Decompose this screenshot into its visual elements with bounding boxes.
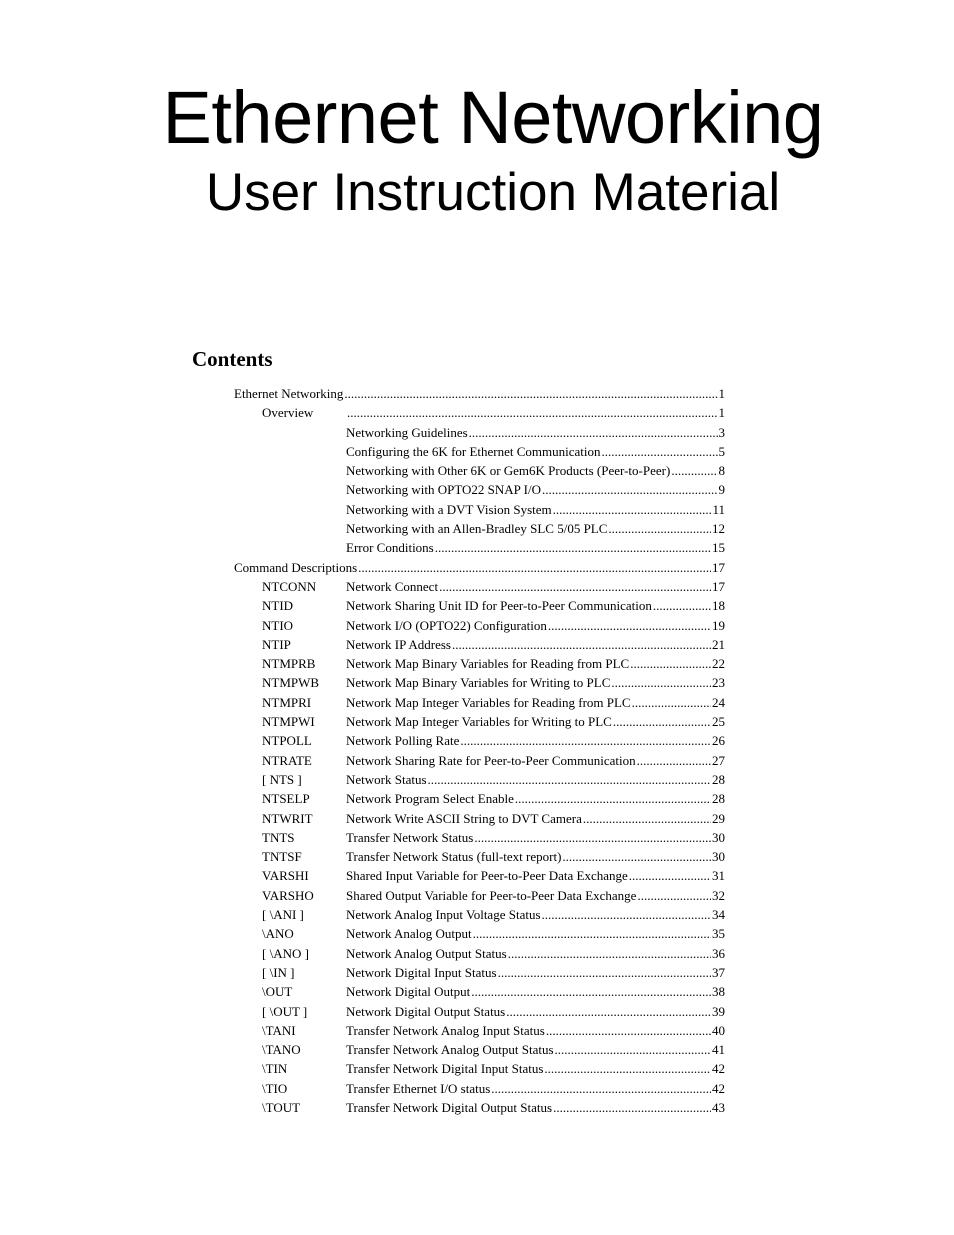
toc-entry-page-number: 19 bbox=[712, 617, 725, 633]
toc-entry-command: [ \ANI ] bbox=[262, 907, 304, 923]
toc-dot-leader bbox=[637, 886, 711, 905]
toc-entry[interactable] bbox=[234, 982, 725, 1001]
toc-entry[interactable] bbox=[234, 577, 725, 596]
toc-entry-title: Transfer Network Digital Input Status bbox=[346, 1061, 544, 1077]
toc-entry-title: Network Digital Output Status bbox=[346, 1003, 506, 1019]
toc-entry[interactable] bbox=[234, 1021, 725, 1040]
toc-entry-command: \TANO bbox=[262, 1042, 301, 1058]
toc-entry-title: Network Analog Output Status bbox=[346, 945, 507, 961]
toc-entry-title: Network Program Select Enable bbox=[346, 791, 514, 807]
toc-dot-leader bbox=[637, 751, 711, 770]
toc-entry[interactable] bbox=[234, 1059, 725, 1078]
toc-entry-page-number: 30 bbox=[712, 849, 725, 865]
toc-entry[interactable] bbox=[234, 712, 725, 731]
toc-entry[interactable] bbox=[234, 905, 725, 924]
toc-entry-page-number: 26 bbox=[712, 733, 725, 749]
toc-entry-title: Network Map Integer Variables for Reading from PLC bbox=[346, 694, 631, 710]
toc-entry-title: Network Digital Output bbox=[346, 984, 471, 1000]
toc-entry-title: Network Analog Input Voltage Status bbox=[346, 907, 541, 923]
toc-entry-page-number: 1 bbox=[718, 386, 725, 401]
toc-entry[interactable] bbox=[234, 1040, 725, 1059]
toc-entry-page-number: 31 bbox=[712, 868, 725, 884]
toc-entry-title: Networking with a DVT Vision System bbox=[346, 501, 552, 517]
toc-entry-title: Network Map Binary Variables for Writing to PLC bbox=[346, 675, 611, 691]
toc-entry-page-number: 5 bbox=[718, 443, 725, 459]
toc-entry[interactable] bbox=[234, 635, 725, 654]
toc-entry[interactable] bbox=[234, 847, 725, 866]
toc-entry-page-number: 36 bbox=[712, 945, 725, 961]
toc-entry-title: Network I/O (OPTO22) Configuration bbox=[346, 617, 547, 633]
toc-entry-title: Shared Input Variable for Peer-to-Peer Data Exchange bbox=[346, 868, 628, 884]
contents-heading: Contents bbox=[192, 347, 273, 371]
toc-entry[interactable] bbox=[234, 809, 725, 828]
toc-dot-leader bbox=[544, 1059, 711, 1078]
toc-dot-leader bbox=[347, 403, 718, 422]
toc-entry-title: Network Analog Output bbox=[346, 926, 472, 942]
toc-entry[interactable] bbox=[234, 616, 725, 635]
toc-dot-leader bbox=[460, 731, 711, 750]
toc-entry[interactable] bbox=[234, 423, 725, 442]
toc-entry-title: Networking with OPTO22 SNAP I/O bbox=[346, 482, 542, 498]
toc-entry[interactable] bbox=[234, 442, 725, 461]
toc-dot-leader bbox=[611, 673, 711, 692]
toc-entry-command: NTIP bbox=[262, 636, 291, 652]
toc-entry-page-number: 39 bbox=[712, 1003, 725, 1019]
toc-entry-page-number: 28 bbox=[712, 771, 725, 787]
toc-entry-command: [ \ANO ] bbox=[262, 945, 309, 961]
toc-entry-command: NTRATE bbox=[262, 752, 312, 768]
toc-entry-command: NTCONN bbox=[262, 578, 317, 594]
toc-entry[interactable] bbox=[234, 828, 725, 847]
toc-entry-page-number: 11 bbox=[712, 501, 725, 517]
toc-dot-leader bbox=[452, 635, 711, 654]
toc-entry-page-number: 38 bbox=[712, 984, 725, 1000]
toc-entry-page-number: 22 bbox=[712, 656, 725, 672]
toc-entry[interactable] bbox=[234, 403, 725, 422]
toc-entry[interactable] bbox=[234, 384, 725, 403]
toc-entry-page-number: 30 bbox=[712, 829, 725, 845]
toc-dot-leader bbox=[506, 1002, 711, 1021]
table-of-contents bbox=[234, 384, 725, 1117]
toc-entry-page-number: 37 bbox=[712, 964, 725, 980]
toc-entry-command: NTMPRB bbox=[262, 656, 316, 672]
toc-dot-leader bbox=[508, 944, 711, 963]
toc-entry-title: Networking with Other 6K or Gem6K Products (Peer-to-Peer) bbox=[346, 463, 671, 479]
toc-entry[interactable] bbox=[234, 751, 725, 770]
toc-entry-command: \TANI bbox=[262, 1022, 296, 1038]
toc-entry-command: \OUT bbox=[262, 984, 293, 1000]
toc-entry-title: Network Write ASCII String to DVT Camera bbox=[346, 810, 582, 826]
toc-dot-leader bbox=[542, 905, 711, 924]
toc-entry-title: Transfer Network Digital Output Status bbox=[346, 1099, 553, 1115]
toc-entry[interactable] bbox=[234, 866, 725, 885]
toc-entry-title: Network Digital Input Status bbox=[346, 964, 497, 980]
toc-entry[interactable] bbox=[234, 789, 725, 808]
toc-entry[interactable] bbox=[234, 1002, 725, 1021]
toc-entry-page-number: 12 bbox=[712, 521, 725, 537]
toc-entry-page-number: 21 bbox=[712, 636, 725, 652]
toc-entry[interactable] bbox=[234, 519, 725, 538]
toc-dot-leader bbox=[629, 866, 711, 885]
toc-entry[interactable] bbox=[234, 480, 725, 499]
toc-dot-leader bbox=[653, 596, 711, 615]
toc-entry-title: Network Sharing Rate for Peer-to-Peer Communication bbox=[346, 752, 636, 768]
toc-entry[interactable] bbox=[234, 558, 725, 577]
toc-dot-leader bbox=[498, 963, 711, 982]
toc-entry-title: Network Map Integer Variables for Writing to PLC bbox=[346, 714, 612, 730]
toc-dot-leader bbox=[546, 1021, 711, 1040]
toc-entry[interactable] bbox=[234, 944, 725, 963]
toc-entry-title: Network IP Address bbox=[346, 636, 451, 652]
toc-dot-leader bbox=[562, 847, 711, 866]
toc-entry-page-number: 27 bbox=[712, 752, 725, 768]
toc-entry-title: Transfer Network Status bbox=[346, 829, 474, 845]
toc-entry-command: \TIN bbox=[262, 1061, 288, 1077]
toc-entry-page-number: 35 bbox=[712, 926, 725, 942]
toc-entry-command: \TOUT bbox=[262, 1099, 301, 1115]
toc-entry-page-number: 9 bbox=[718, 482, 725, 498]
toc-entry[interactable] bbox=[234, 461, 725, 480]
toc-entry-title: Network Sharing Unit ID for Peer-to-Peer Communication bbox=[346, 598, 652, 614]
toc-entry-command: NTMPWB bbox=[262, 675, 320, 691]
toc-entry-command: NTMPWI bbox=[262, 714, 315, 730]
toc-entry-page-number: 8 bbox=[718, 463, 725, 479]
toc-dot-leader bbox=[555, 1040, 711, 1059]
toc-entry[interactable] bbox=[234, 963, 725, 982]
toc-entry-title: Transfer Network Status (full-text report) bbox=[346, 849, 562, 865]
toc-dot-leader bbox=[583, 809, 711, 828]
toc-dot-leader bbox=[428, 770, 711, 789]
toc-dot-leader bbox=[471, 982, 711, 1001]
toc-entry-page-number: 42 bbox=[712, 1061, 725, 1077]
document-subtitle: User Instruction Material bbox=[205, 163, 781, 222]
toc-dot-leader bbox=[344, 384, 717, 403]
toc-dot-leader bbox=[632, 693, 711, 712]
toc-entry-command: NTPOLL bbox=[262, 733, 312, 749]
toc-entry-command: [ NTS ] bbox=[262, 771, 302, 787]
toc-dot-leader bbox=[613, 712, 711, 731]
toc-entry-page-number: 1 bbox=[718, 405, 725, 421]
toc-entry-page-number: 34 bbox=[712, 907, 725, 923]
toc-entry[interactable] bbox=[234, 1079, 725, 1098]
toc-entry-command: VARSHO bbox=[262, 887, 314, 903]
toc-entry-page-number: 42 bbox=[712, 1080, 725, 1096]
toc-dot-leader bbox=[439, 577, 711, 596]
toc-entry-command: [ \IN ] bbox=[262, 964, 295, 980]
toc-entry-command: \ANO bbox=[262, 926, 294, 942]
toc-entry[interactable] bbox=[234, 924, 725, 943]
toc-entry-title: Network Connect bbox=[346, 578, 439, 594]
toc-entry-command: Overview bbox=[262, 405, 314, 421]
toc-entry-title: Networking with an Allen-Bradley SLC 5/05 PLC bbox=[346, 521, 608, 537]
toc-entry-title: Ethernet Networking bbox=[234, 386, 344, 401]
toc-entry[interactable] bbox=[234, 654, 725, 673]
toc-dot-leader bbox=[553, 1098, 711, 1117]
toc-entry[interactable] bbox=[234, 886, 725, 905]
toc-entry-page-number: 41 bbox=[712, 1042, 725, 1058]
toc-dot-leader bbox=[469, 423, 718, 442]
toc-entry-title: Command Descriptions bbox=[234, 559, 358, 575]
toc-entry[interactable] bbox=[234, 1098, 725, 1117]
toc-entry-title: Transfer Ethernet I/O status bbox=[346, 1080, 491, 1096]
toc-entry-page-number: 25 bbox=[712, 714, 725, 730]
toc-dot-leader bbox=[491, 1079, 711, 1098]
toc-entry-page-number: 43 bbox=[712, 1099, 725, 1115]
toc-entry-page-number: 23 bbox=[712, 675, 725, 691]
toc-entry-title: Network Map Binary Variables for Reading from PLC bbox=[346, 656, 630, 672]
toc-entry-title: Configuring the 6K for Ethernet Communication bbox=[346, 443, 601, 459]
toc-entry-command: \TIO bbox=[262, 1080, 288, 1096]
toc-entry[interactable] bbox=[234, 673, 725, 692]
toc-entry-title: Networking Guidelines bbox=[346, 424, 468, 440]
toc-entry-command: NTMPRI bbox=[262, 694, 312, 710]
toc-entry-page-number: 15 bbox=[712, 540, 725, 556]
toc-dot-leader bbox=[553, 500, 712, 519]
toc-entry-command: TNTSF bbox=[262, 849, 302, 865]
toc-dot-leader bbox=[435, 538, 711, 557]
toc-dot-leader bbox=[473, 924, 711, 943]
toc-entry-page-number: 24 bbox=[712, 694, 725, 710]
toc-entry-page-number: 28 bbox=[712, 791, 725, 807]
toc-entry-page-number: 40 bbox=[712, 1022, 725, 1038]
toc-entry[interactable] bbox=[234, 596, 725, 615]
toc-entry-command: NTWRIT bbox=[262, 810, 313, 826]
toc-entry-title: Error Conditions bbox=[346, 540, 434, 556]
toc-entry-page-number: 32 bbox=[712, 887, 725, 903]
toc-dot-leader bbox=[542, 480, 717, 499]
toc-entry[interactable] bbox=[234, 500, 725, 519]
toc-entry-command: [ \OUT ] bbox=[262, 1003, 308, 1019]
toc-dot-leader bbox=[515, 789, 711, 808]
toc-entry-page-number: 17 bbox=[712, 559, 725, 575]
toc-entry-command: NTIO bbox=[262, 617, 294, 633]
toc-entry-title: Transfer Network Analog Output Status bbox=[346, 1042, 554, 1058]
toc-dot-leader bbox=[602, 442, 718, 461]
toc-dot-leader bbox=[630, 654, 711, 673]
toc-entry-title: Transfer Network Analog Input Status bbox=[346, 1022, 545, 1038]
toc-entry-page-number: 17 bbox=[712, 578, 725, 594]
toc-entry-title: Shared Output Variable for Peer-to-Peer Data Exchange bbox=[346, 887, 637, 903]
toc-entry-page-number: 29 bbox=[712, 810, 725, 826]
toc-entry-title: Network Status bbox=[346, 771, 427, 787]
toc-entry-command: VARSHI bbox=[262, 868, 309, 884]
toc-entry[interactable] bbox=[234, 693, 725, 712]
toc-dot-leader bbox=[358, 558, 711, 577]
toc-entry-title: Network Polling Rate bbox=[346, 733, 460, 749]
toc-entry-page-number: 18 bbox=[712, 598, 725, 614]
toc-entry[interactable] bbox=[234, 731, 725, 750]
document-title: Ethernet Networking bbox=[162, 76, 824, 159]
toc-entry[interactable] bbox=[234, 538, 725, 557]
toc-dot-leader bbox=[548, 616, 711, 635]
toc-entry-command: NTSELP bbox=[262, 791, 310, 807]
toc-entry[interactable] bbox=[234, 770, 725, 789]
toc-dot-leader bbox=[608, 519, 711, 538]
toc-dot-leader bbox=[671, 461, 717, 480]
toc-entry-command: TNTS bbox=[262, 829, 295, 845]
toc-entry-page-number: 3 bbox=[718, 424, 725, 440]
toc-dot-leader bbox=[474, 828, 711, 847]
toc-entry-command: NTID bbox=[262, 598, 294, 614]
